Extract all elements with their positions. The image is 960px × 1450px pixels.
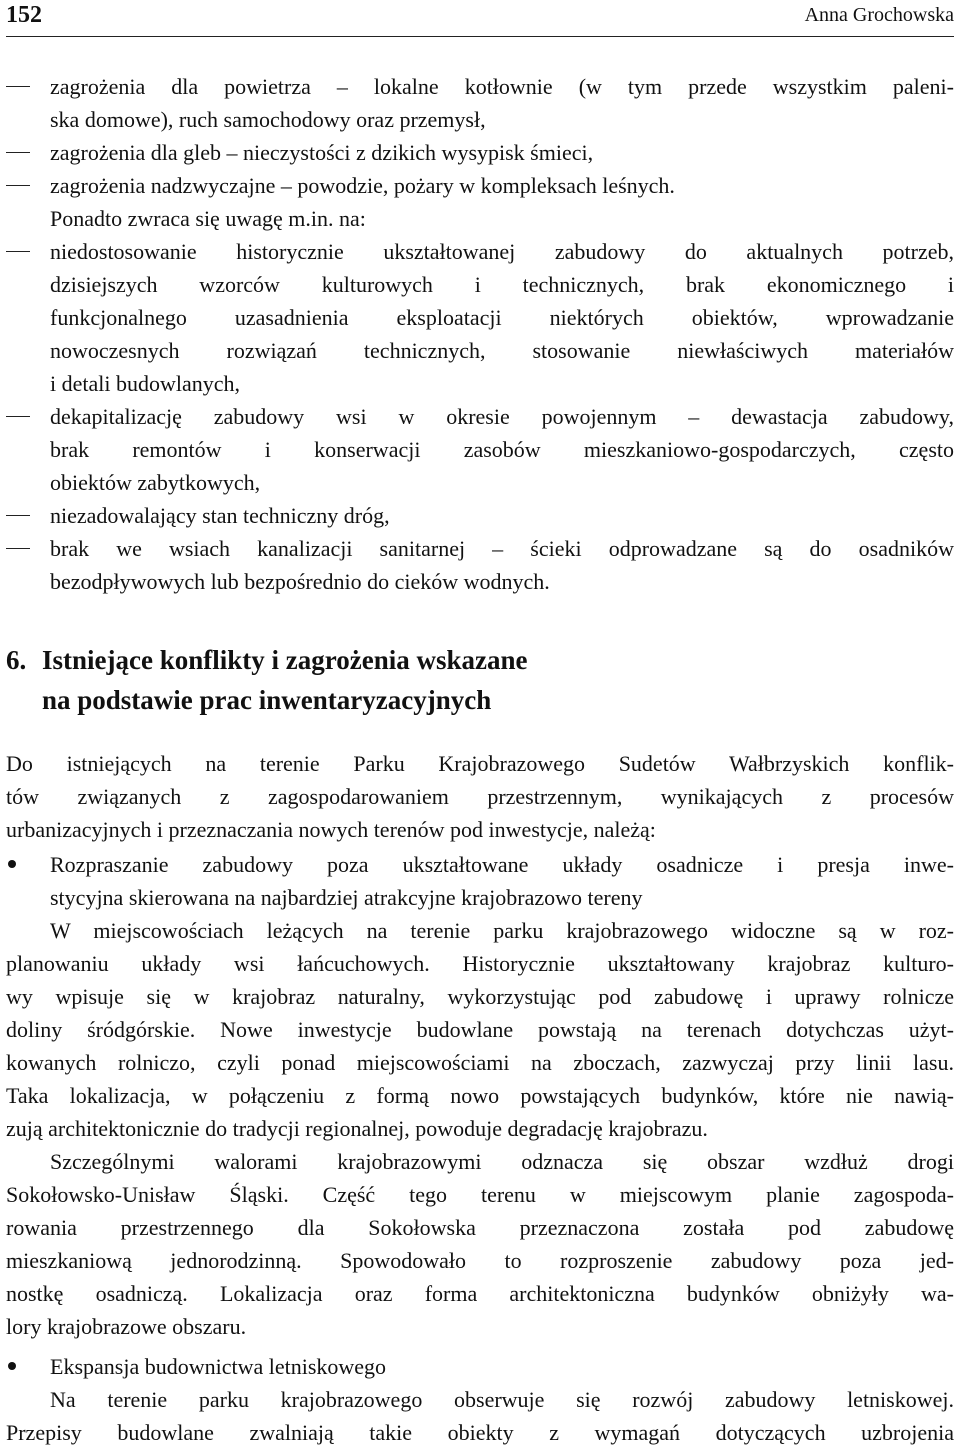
bullet-item xyxy=(6,848,954,1343)
list-item xyxy=(6,169,954,202)
paragraph xyxy=(6,1145,954,1343)
list-item xyxy=(6,136,954,169)
running-head-author: Anna Grochowska xyxy=(804,4,954,26)
paragraph-line: W miejscowościach leżących na terenie parku krajobrazowego widoczne są w roz- xyxy=(50,918,954,943)
list-item-line: zagrożenia dla gleb – nieczystości z dzikich wysypisk śmieci, xyxy=(50,140,594,165)
paragraph-line: Sokołowsko-Unisław Śląski. Część tego terenu w miejscowym planie zagospoda- xyxy=(6,1182,954,1207)
dash-marker xyxy=(6,548,30,549)
paragraph-line: Przepisy budowlane zwalniają takie obiekty z wymagań dotyczących uzbrojenia xyxy=(6,1420,954,1445)
paragraph-line: Na terenie parku krajobrazowego obserwuje się rozwój zabudowy letniskowej. xyxy=(50,1387,954,1412)
list-item-line: dekapitalizację zabudowy wsi w okresie powojennym – dewastacja zabudowy, xyxy=(50,404,954,429)
paragraph-line: rowania przestrzennego dla Sokołowska przeznaczona została pod zabudowę xyxy=(6,1215,954,1240)
paragraph xyxy=(6,914,954,1145)
list-item-line: brak remontów i konserwacji zasobów mieszkaniowo-gospodarczych, często xyxy=(50,437,954,462)
list-item-line: bezodpływowych lub bezpośrednio do cieków wodnych. xyxy=(50,569,550,594)
list-item-line: i detali budowlanych, xyxy=(50,371,241,396)
paragraph-line: tów związanych z zagospodarowaniem przestrzennym, wynikających z procesów xyxy=(6,784,954,809)
list-item-line: brak we wsiach kanalizacji sanitarnej – ścieki odprowadzane są do osadników xyxy=(50,536,954,561)
bullet-item xyxy=(6,1350,954,1449)
dash-marker xyxy=(6,515,30,516)
list-item-line: zagrożenia dla powietrza – lokalne kotłownie (w tym przede wszystkim paleni- xyxy=(50,74,954,99)
bullet-heading xyxy=(6,848,954,914)
section-title-line-2: na podstawie prac inwentaryzacyjnych xyxy=(42,685,492,715)
paragraph-line: Taka lokalizacja, w połączeniu z formą nowo powstających budynków, które nie nawią- xyxy=(6,1083,954,1108)
list-item-line: niezadowalający stan techniczny dróg, xyxy=(50,503,390,528)
bullet-line: Rozpraszanie zabudowy poza ukształtowane układy osadnicze i presja inwe- xyxy=(50,852,954,877)
intro-paragraph xyxy=(6,747,954,846)
paragraph-line: lory krajobrazowe obszaru. xyxy=(6,1314,247,1339)
list-item xyxy=(6,400,954,499)
list-item xyxy=(6,532,954,598)
paragraph-line: Szczególnymi walorami krajobrazowymi odznacza się obszar wzdłuż drogi xyxy=(50,1149,954,1174)
dash-marker xyxy=(6,416,30,417)
paragraph-line: zują architektonicznie do tradycji regionalnej, powoduje degradację krajobrazu. xyxy=(6,1116,708,1141)
dash-marker xyxy=(6,251,30,252)
section-heading xyxy=(6,640,954,720)
list-item xyxy=(6,70,954,136)
bullet-heading xyxy=(6,1350,954,1383)
bullet-title: Ekspansja budownictwa letniskowego xyxy=(50,1354,387,1379)
page-number: 152 xyxy=(6,2,42,28)
section-title-line-1: Istniejące konflikty i zagrożenia wskazane xyxy=(42,645,528,675)
dash-marker xyxy=(6,185,30,186)
paragraph-line: urbanizacyjnych i przeznaczania nowych terenów pod inwestycje, należą: xyxy=(6,817,656,842)
paragraph-line: Ponadto zwraca się uwagę m.in. na: xyxy=(50,206,366,231)
bullet-line: stycyjna skierowana na najbardziej atrakcyjne krajobrazowo tereny xyxy=(50,885,643,910)
list-item-line: ska domowe), ruch samochodowy oraz przemysł, xyxy=(50,107,486,132)
dash-list-top xyxy=(6,70,954,235)
bullet-marker xyxy=(8,860,16,868)
list-item-line: niedostosowanie historycznie ukształtowanej zabudowy do aktualnych potrzeb, xyxy=(50,239,954,264)
paragraph-line: doliny śródgórskie. Nowe inwestycje budowlane powstają na terenach dotychczas użyt- xyxy=(6,1017,954,1042)
list-item-line: nowoczesnych rozwiązań technicznych, stosowanie niewłaściwych materiałów xyxy=(50,338,954,363)
paragraph-line: mieszkaniową jednorodzinną. Spowodowało to rozproszenie zabudowy poza jed- xyxy=(6,1248,954,1273)
list-item xyxy=(6,235,954,400)
list-item-line: funkcjonalnego uzasadnienia eksploatacji niektórych obiektów, wprowadzanie xyxy=(50,305,954,330)
dash-marker xyxy=(6,86,30,87)
dash-list-bottom xyxy=(6,235,954,598)
section-number: 6. xyxy=(6,645,27,675)
heading-line xyxy=(6,640,954,680)
page-header xyxy=(6,0,954,37)
paragraph-line: planowaniu układy wsi łańcuchowych. Historycznie ukształtowany krajobraz kulturo- xyxy=(6,951,954,976)
list-item-line: obiektów zabytkowych, xyxy=(50,470,261,495)
paragraph-line: wy wpisuje się w krajobraz naturalny, wykorzystując pod zabudowę i uprawy rolnicze xyxy=(6,984,954,1009)
bullet-marker xyxy=(8,1362,16,1370)
list-item xyxy=(6,499,954,532)
paragraph-line: Do istniejących na terenie Parku Krajobrazowego Sudetów Wałbrzyskich konflik- xyxy=(6,751,954,776)
list-item-line: zagrożenia nadzwyczajne – powodzie, pożary w kompleksach leśnych. xyxy=(50,173,675,198)
dash-marker xyxy=(6,152,30,153)
paragraph-line: kowanych rolniczo, czyli ponad miejscowościami na zboczach, zazwyczaj przy linii lasu. xyxy=(6,1050,954,1075)
paragraph-line: nostkę osadniczą. Lokalizacja oraz forma architektoniczna budynków obniżyły wa- xyxy=(6,1281,954,1306)
list-item-line: dzisiejszych wzorców kulturowych i technicznych, brak ekonomicznego i xyxy=(50,272,954,297)
paragraph xyxy=(6,1383,954,1449)
